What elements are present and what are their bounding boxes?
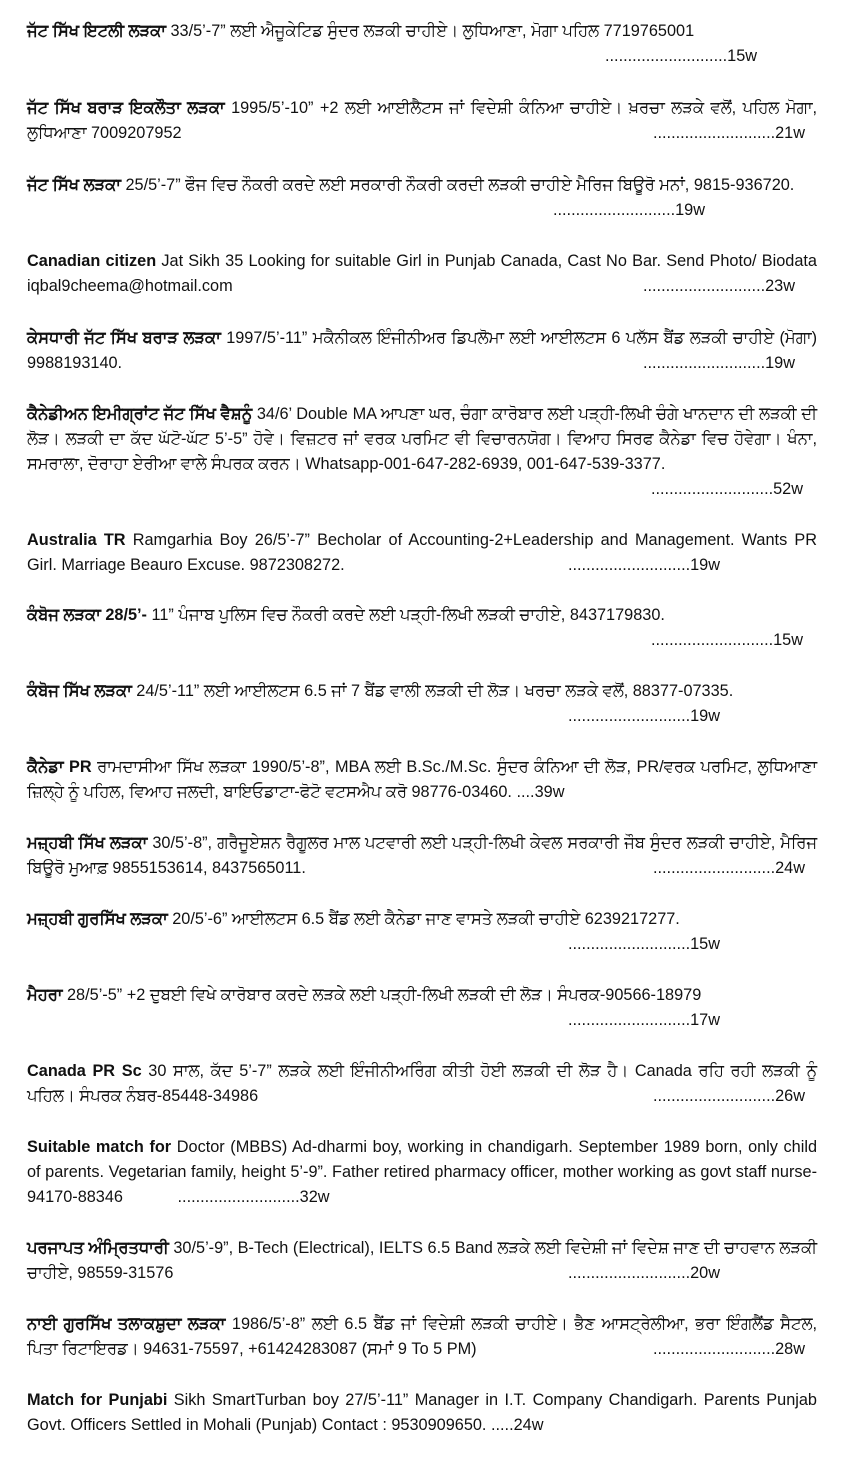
ad-code: .....24w [490, 1416, 544, 1434]
ad-body: 1997/5’-11” ਮਕੈਨੀਕਲ ਇੰਜੀਨੀਅਰ ਡਿਪਲੋਮਾ ਲਈ ਆਈਲਟਸ 6 ਪਲੱਸ ਬੈਂਡ ਲੜਕੀ ਚਾਹੀਏ (ਮੋਗਾ) 9988193140. [27, 329, 817, 372]
ad-heading: Match for Punjabi [27, 1391, 168, 1409]
ad-heading: ਮਜ਼੍ਹਬੀ ਸਿੱਖ ਲੜਕਾ [27, 834, 148, 852]
ad-body: 1986/5’-8” ਲਈ 6.5 ਬੈਂਡ ਜਾਂ ਵਿਦੇਸ਼ੀ ਲੜਕੀ ਚਾਹੀਏ। ਭੈਣ ਆਸਟ੍ਰੇਲੀਆ, ਭਰਾ ਇੰਗਲੈਂਡ ਸੈਟਲ, ਪਿਤਾ ਰਿਟਾਇਰਡ। 94631-75597, +61424283087 (ਸਮਾਂ 9 To 5 PM) [27, 1315, 817, 1358]
ad-body: Jat Sikh 35 Looking for suitable Girl in Punjab Canada, Cast No Bar. Send Photo/ Biodata iqbal9cheema@hotmail.com [27, 252, 817, 295]
ad-heading: Canadian citizen [27, 252, 157, 270]
ad-code: ...........................19w [567, 556, 720, 574]
ad-heading: ਕੇਸਧਾਰੀ ਜੱਟ ਸਿੱਖ ਬਰਾੜ ਲੜਕਾ [27, 329, 221, 347]
classified-ad [27, 402, 817, 502]
ad-body: 33/5’-7” ਲਈ ਐਜੂਕੇਟਿਡ ਸੁੰਦਰ ਲੜਕੀ ਚਾਹੀਏ। ਲੁਧਿਆਣਾ, ਮੋਗਾ ਪਹਿਲ 7719765001 [170, 22, 695, 40]
ad-code: ...........................20w [567, 1264, 720, 1282]
ad-code: ....39w [516, 783, 565, 801]
ad-heading: Canada PR Sc [27, 1062, 142, 1080]
ad-body: Sikh SmartTurban boy 27/5’-11” Manager in I.T. Company Chandigarh. Parents Punjab Govt. Officers Settled in Mohali (Punjab) Contact : 9530909650. [27, 1391, 817, 1434]
ad-code: ...........................52w [650, 480, 803, 498]
ad-code: ...........................24w [652, 859, 805, 877]
ad-heading: ਮੈਹਰਾ [27, 986, 63, 1004]
ad-body: 11” ਪੰਜਾਬ ਪੁਲਿਸ ਵਿਚ ਨੌਕਰੀ ਕਰਦੇ ਲਈ ਪੜ੍ਹੀ-ਲਿਖੀ ਲੜਕੀ ਚਾਹੀਏ, 8437179830. [151, 606, 665, 624]
ad-heading: ਨਾਈ ਗੁਰਸਿੱਖ ਤਲਾਕਸ਼ੁਦਾ ਲੜਕਾ [27, 1315, 226, 1333]
ad-heading: ਜੱਟ ਸਿੱਖ ਇਟਲੀ ਲੜਕਾ [27, 22, 166, 40]
ad-code: ...........................21w [652, 124, 805, 142]
classified-ad [27, 19, 817, 69]
ad-code: ...........................15w [605, 47, 758, 65]
ad-body: 24/5’-11” ਲਈ ਆਈਲਟਸ 6.5 ਜਾਂ 7 ਬੈਂਡ ਵਾਲੀ ਲੜਕੀ ਦੀ ਲੋੜ। ਖਰਚਾ ਲੜਕੇ ਵਲੋਂ, 88377-07335. [136, 682, 734, 700]
ad-code: ...........................19w [552, 201, 705, 219]
ad-code: ...........................28w [652, 1340, 805, 1358]
ad-code: ...........................32w [177, 1188, 330, 1206]
ad-body: 30/5’-8”, ਗਰੈਜੂਏਸ਼ਨ ਰੈਗੂਲਰ ਮਾਲ ਪਟਵਾਰੀ ਲਈ ਪੜ੍ਹੀ-ਲਿਖੀ ਕੇਵਲ ਸਰਕਾਰੀ ਜੌਬ ਸੁੰਦਰ ਲੜਕੀ ਚਾਹੀਏ, ਮੈਰਿਜ ਬਿਊਰੋ ਮੁਆਫ਼ 9855153614, 8437565011. [27, 834, 817, 877]
classified-ad [27, 173, 817, 223]
ad-body: 25/5’-7” ਫੌਜ ਵਿਚ ਨੌਕਰੀ ਕਰਦੇ ਲਈ ਸਰਕਾਰੀ ਨੌਕਰੀ ਕਰਦੀ ਲੜਕੀ ਚਾਹੀਏ ਮੈਰਿਜ ਬਿਊਰੋ ਮਨਾਂ, 9815-936720. [125, 176, 795, 194]
classified-ad [27, 1135, 817, 1210]
ad-code: ...........................19w [642, 354, 795, 372]
classified-ad [27, 326, 817, 376]
ad-heading: ਕੈਨੇਡੀਅਨ ਇਮੀਗ੍ਰਾਂਟ ਜੱਟ ਸਿੱਖ ਵੈਸ਼ਨੂੰ [27, 405, 253, 423]
ad-body: Doctor (MBBS) Ad-dharmi boy, working in chandigarh. September 1989 born, only child of parents. Vegetarian family, height 5’-9”. Father retired pharmacy officer, mother working as govt staff nurse- 94170-88346 [27, 1138, 817, 1206]
ad-code: ...........................15w [567, 935, 720, 953]
classified-ad [27, 1059, 817, 1109]
ad-heading: ਕੈਨੇਡਾ PR [27, 758, 92, 776]
ad-body: 20/5’-6” ਆਈਲਟਸ 6.5 ਬੈਂਡ ਲਈ ਕੈਨੇਡਾ ਜਾਣ ਵਾਸਤੇ ਲੜਕੀ ਚਾਹੀਏ 6239217277. [172, 910, 680, 928]
ad-body: Ramgarhia Boy 26/5’-7” Becholar of Accounting-2+Leadership and Management. Wants PR Girl. Marriage Beauro Excuse. 9872308272. [27, 531, 817, 574]
classified-ad [27, 907, 817, 957]
ad-heading: ਜੱਟ ਸਿੱਖ ਲੜਕਾ [27, 176, 121, 194]
classified-ad [27, 1236, 817, 1286]
classified-ad [27, 96, 817, 146]
ad-heading: ਜੱਟ ਸਿੱਖ ਬਰਾੜ ਇਕਲੌਤਾ ਲੜਕਾ [27, 99, 225, 117]
classified-ad [27, 603, 817, 653]
ad-body: 1995/5’-10” +2 ਲਈ ਆਈਲੈਟਸ ਜਾਂ ਵਿਦੇਸ਼ੀ ਕੰਨਿਆ ਚਾਹੀਏ। ਖ਼ਰਚਾ ਲੜਕੇ ਵਲੋਂ, ਪਹਿਲ ਮੋਗਾ, ਲੁਧਿਆਣਾ 7009207952 [27, 99, 817, 142]
ad-heading: ਕੰਬੋਜ ਸਿੱਖ ਲੜਕਾ [27, 682, 132, 700]
classified-ad [27, 831, 817, 881]
classified-ad [27, 983, 817, 1033]
ad-heading: ਪਰਜਾਪਤ ਅੰਮ੍ਰਿਤਧਾਰੀ [27, 1239, 169, 1257]
classified-ad [27, 1388, 817, 1438]
ad-body: 30 ਸਾਲ, ਕੱਦ 5’-7” ਲੜਕੇ ਲਈ ਇੰਜੀਨੀਅਰਿੰਗ ਕੀਤੀ ਹੋਈ ਲੜਕੀ ਦੀ ਲੋੜ ਹੈ। Canada ਰਹਿ ਰਹੀ ਲੜਕੀ ਨੂੰ ਪਹਿਲ। ਸੰਪਰਕ ਨੰਬਰ-85448-34986 [27, 1062, 817, 1105]
classified-ad [27, 755, 817, 805]
classified-ad [27, 528, 817, 578]
ad-body: ਰਾਮਦਾਸੀਆ ਸਿੱਖ ਲੜਕਾ 1990/5’-8”, MBA ਲਈ B.Sc./M.Sc. ਸੁੰਦਰ ਕੰਨਿਆ ਦੀ ਲੋੜ, PR/ਵਰਕ ਪਰਮਿਟ, ਲੁਧਿਆਣਾ ਜ਼ਿਲ੍ਹੇ ਨੂੰ ਪਹਿਲ, ਵਿਆਹ ਜਲਦੀ, ਬਾਇਓਡਾਟਾ-ਫੋਟੋ ਵਟਸਐਪ ਕਰੋ 98776-03460. [27, 758, 817, 801]
classified-ad [27, 679, 817, 729]
ad-body: 30/5’-9”, B-Tech (Electrical), IELTS 6.5 Band ਲੜਕੇ ਲਈ ਵਿਦੇਸ਼ੀ ਜਾਂ ਵਿਦੇਸ਼ ਜਾਣ ਦੀ ਚਾਹਵਾਨ ਲੜਕੀ ਚਾਹੀਏ, 98559-31576 [27, 1239, 817, 1282]
ad-heading: ਮਜ਼੍ਹਬੀ ਗੁਰਸਿੱਖ ਲੜਕਾ [27, 910, 168, 928]
ad-code: ...........................15w [650, 631, 803, 649]
ad-code: ...........................26w [652, 1087, 805, 1105]
classified-ad [27, 1312, 817, 1362]
ad-heading: Australia TR [27, 531, 126, 549]
ad-heading: Suitable match for [27, 1138, 172, 1156]
ad-code: ...........................23w [642, 277, 795, 295]
ad-body: 28/5’-5” +2 ਦੁਬਈ ਵਿਖੇ ਕਾਰੋਬਾਰ ਕਰਦੇ ਲੜਕੇ ਲਈ ਪੜ੍ਹੀ-ਲਿਖੀ ਲੜਕੀ ਦੀ ਲੋੜ। ਸੰਪਰਕ-90566-18979 [67, 986, 702, 1004]
classified-ad [27, 249, 817, 299]
ad-body: 34/6’ Double MA ਆਪਣਾ ਘਰ, ਚੰਗਾ ਕਾਰੋਬਾਰ ਲਈ ਪੜ੍ਹੀ-ਲਿਖੀ ਚੰਗੇ ਖਾਨਦਾਨ ਦੀ ਲੜਕੀ ਦੀ ਲੋੜ। ਲੜਕੀ ਦਾ ਕੱਦ ਘੱਟੋ-ਘੱਟ 5’-5” ਹੋਵੇ। ਵਿਜ਼ਟਰ ਜਾਂ ਵਰਕ ਪਰਮਿਟ ਵੀ ਵਿਚਾਰਨਯੋਗ। ਵਿਆਹ ਸਿਰਫ ਕੈਨੇਡਾ ਵਿਚ ਹੋਵੇਗਾ। ਖੰਨਾ, ਸਮਰਾਲਾ, ਦੋਰਾਹਾ ਏਰੀਆ ਵਾਲੇ ਸੰਪਰਕ ਕਰਨ। Whatsapp-001-647-282-6939, 001-647-539-3377. [27, 405, 817, 473]
ad-code: ...........................17w [567, 1011, 720, 1029]
ad-code: ...........................19w [567, 707, 720, 725]
ad-heading: ਕੰਬੋਜ ਲੜਕਾ 28/5’- [27, 606, 147, 624]
